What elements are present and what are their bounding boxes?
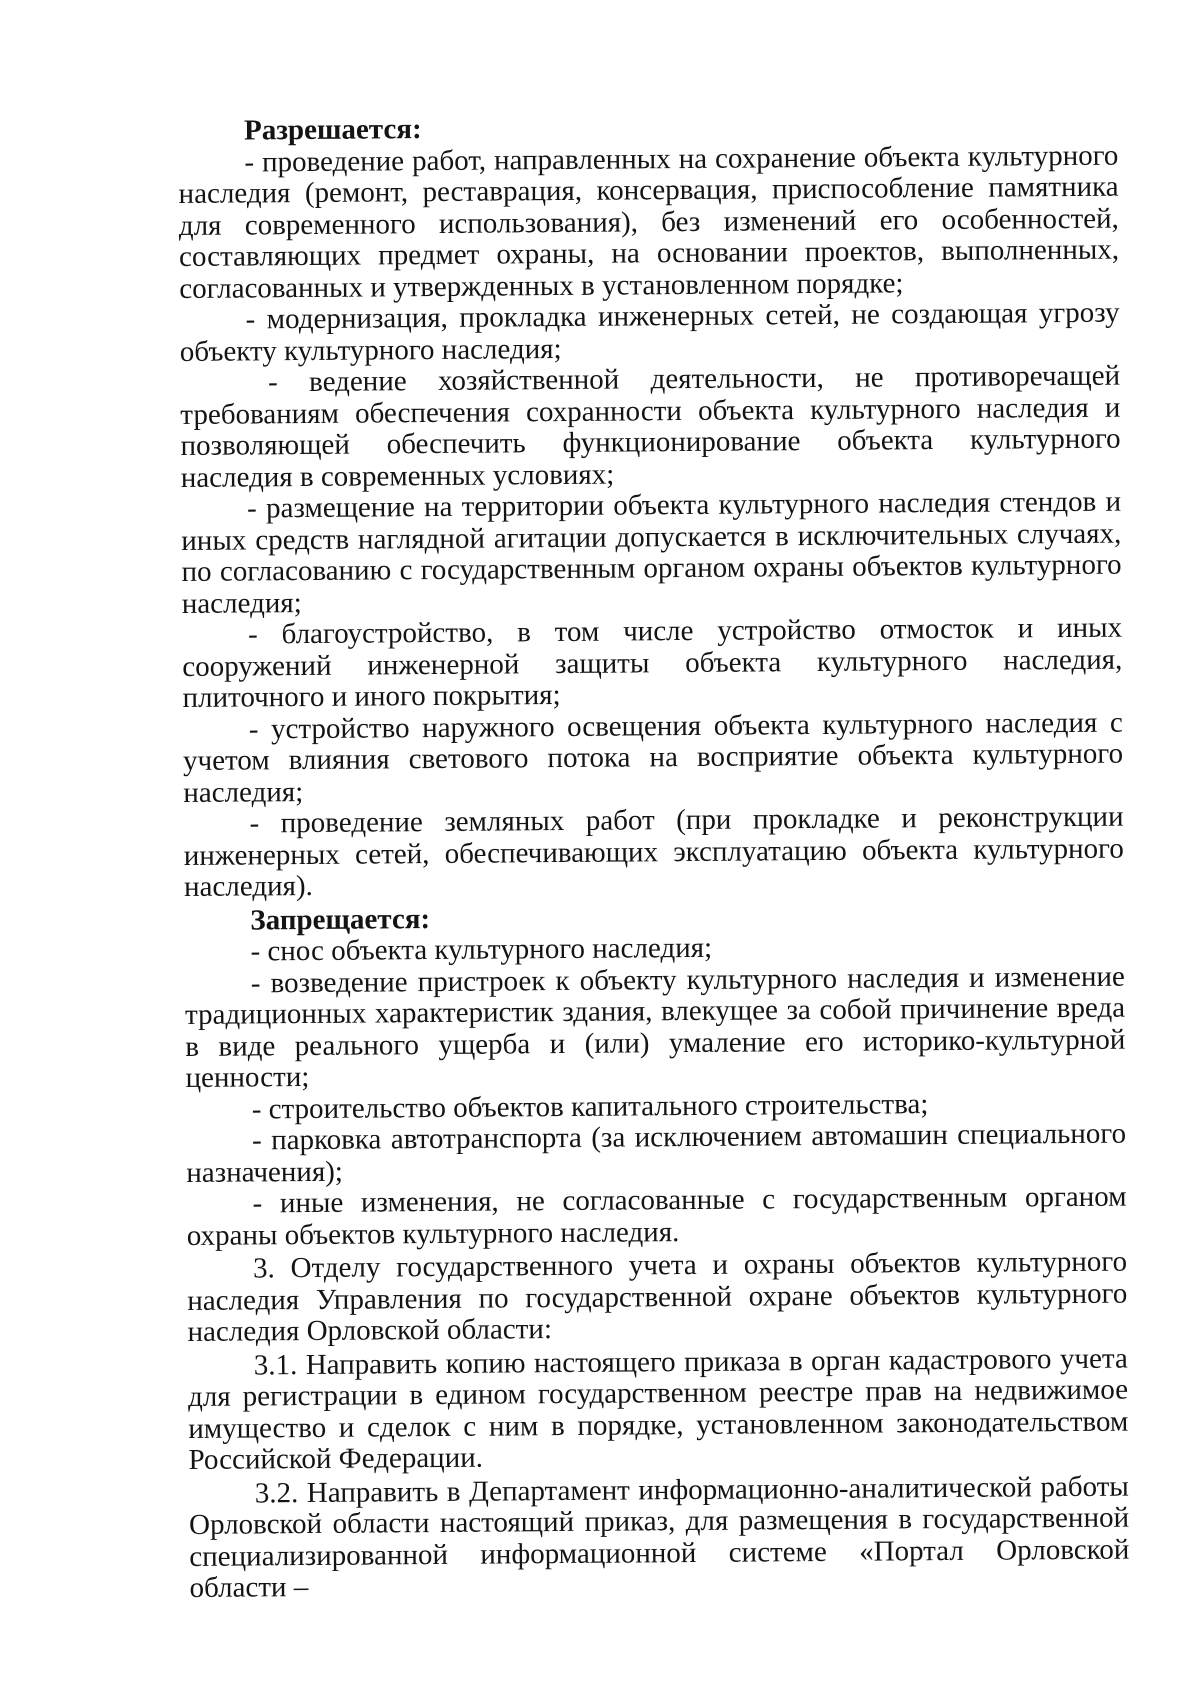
allowed-item-modernization: - модернизация, прокладка инженерных сетей, не создающая угрозу объекту культурного наследия; <box>179 296 1120 368</box>
allowed-item-earthworks: - проведение земляных работ (при прокладке и реконструкции инженерных сетей, обеспечивающих эксплуатацию объекта культурного наследия). <box>183 800 1124 903</box>
allowed-heading: Разрешается: <box>243 113 422 147</box>
clause-3: 3. Отделу государственного учета и охраны объектов культурного наследия Управления по государственной охране объектов культурного наследия Орловской области: <box>187 1245 1128 1348</box>
clause-3-1: 3.1. Направить копию настоящего приказа в орган кадастрового учета для регистрации в едином государственном реестре прав на недвижимое имущество и сделок с ним в порядке, установленном законодательством Российской Федерации. <box>187 1342 1129 1476</box>
forbidden-item-parking: - парковка автотранспорта (за исключением автомашин специального назначения); <box>186 1117 1127 1189</box>
clause-3-2: 3.2. Направить в Департамент информационно-аналитической работы Орловской области настоящий приказ, для размещения в государственной специализированной информационной системе «Портал Орловской области – <box>188 1470 1130 1604</box>
forbidden-item-extensions: - возведение пристроек к объекту культурного наследия и изменение традиционных характеристик здания, влекущее за собой причинение вреда в виде реального ущерба и (или) умаление его историко-культурной ценности; <box>184 960 1126 1094</box>
forbidden-item-demolition: - снос объекта культурного наследия; <box>250 931 713 968</box>
forbidden-item-other-changes: - иные изменения, не согласованные с государственным органом охраны объектов культурного наследия. <box>186 1180 1127 1252</box>
allowed-item-lighting: - устройство наружного освещения объекта культурного наследия с учетом влияния светового потока на восприятие объекта культурного наследия; <box>182 706 1124 809</box>
allowed-item-stands: - размещение на территории объекта культурного наследия стендов и иных средств наглядной агитации допускается в исключительных случаях, по согласованию с государственным органом охраны объектов культурного наследия; <box>181 485 1122 620</box>
forbidden-heading: Запрещается: <box>250 902 431 936</box>
allowed-item-restoration: - проведение работ, направленных на сохранение объекта культурного наследия (ремонт, реставрация, консервация, приспособление памятника для современного использования), без изменений его особенностей, составляющих предмет охраны, на основании проектов, выполненных, согласованных и утвержденных в установленном порядке; <box>178 139 1120 305</box>
forbidden-item-construction: - строительство объектов капитального строительства; <box>251 1087 929 1125</box>
document-body <box>178 109 1130 1605</box>
allowed-item-economic-activity: - ведение хозяйственной деятельности, не противоречащей требованиям обеспечения сохранности объекта культурного наследия и позволяющей обеспечить функционирование объекта культурного наследия в современных условиях; <box>180 359 1121 494</box>
allowed-item-landscaping: - благоустройство, в том числе устройство отмосток и иных сооружений инженерной защиты объекта культурного наследия, плиточного и иного покрытия; <box>182 611 1123 714</box>
